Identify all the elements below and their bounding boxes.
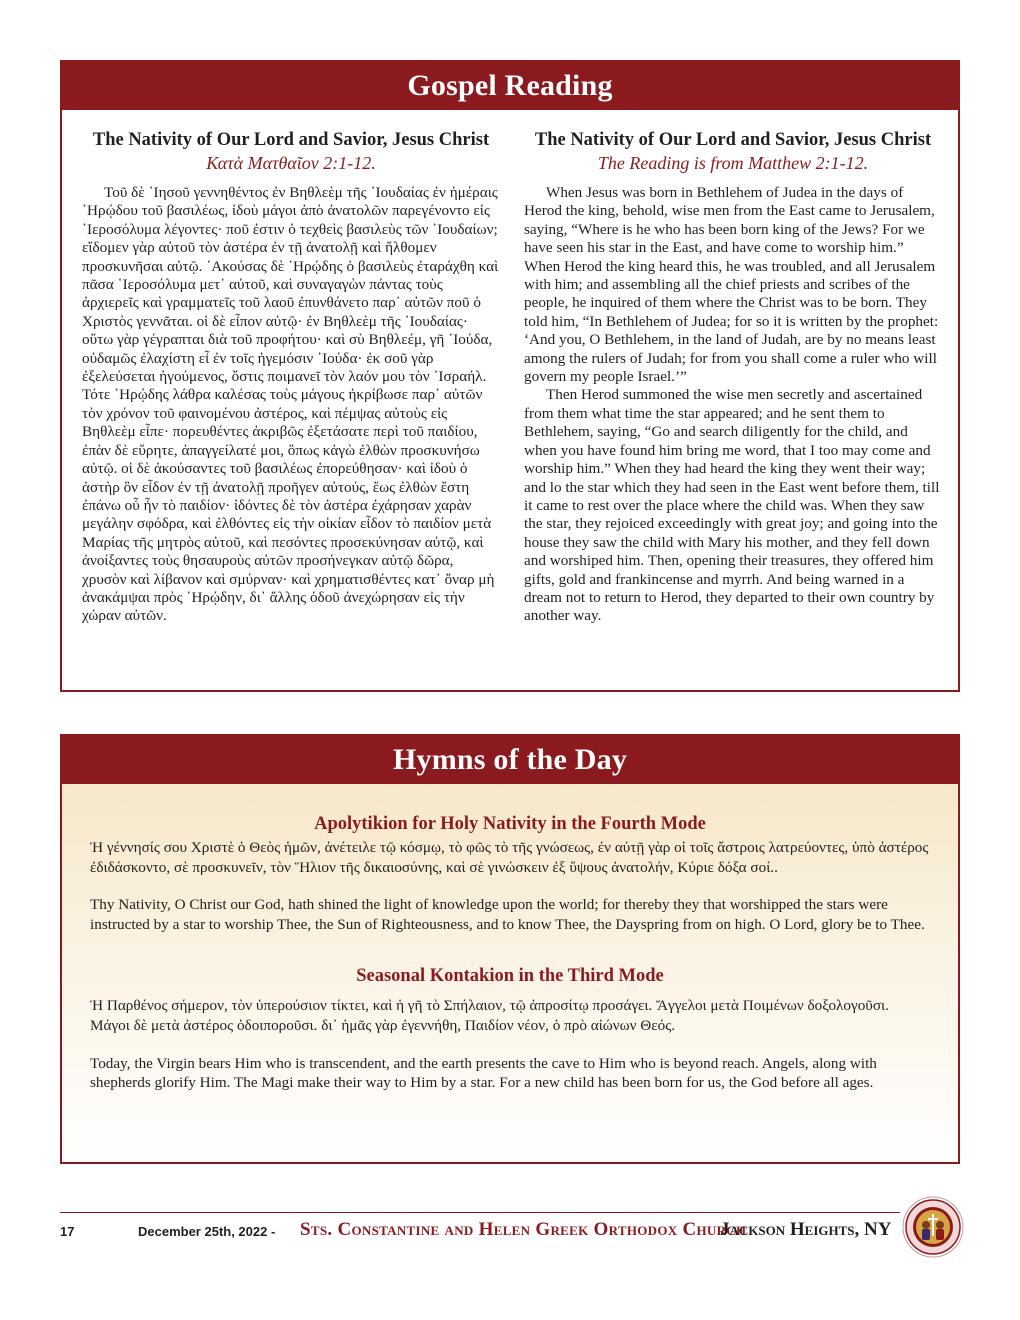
gospel-greek-title: The Nativity of Our Lord and Savior, Jesus Christ: [92, 130, 490, 150]
gospel-greek-reference: Κατὰ Ματθαῖον 2:1-12.: [206, 153, 376, 173]
church-seal-icon: [902, 1196, 964, 1258]
section-header-hymns: Hymns of the Day: [62, 736, 958, 784]
gospel-reading-section: [60, 60, 960, 692]
gospel-english-column: [524, 128, 942, 626]
gospel-english-reference: The Reading is from Matthew 2:1-12.: [597, 153, 869, 173]
apolytikion-english-text: Thy Nativity, O Christ our God, hath shined the light of knowledge upon the world; for thereby they that worshipped the stars were instructed by a star to worship Thee, the Sun of Righteousness, and to know Thee, the Dayspring from on high. O Lord, glory be to Thee.: [90, 896, 925, 933]
gospel-english-title: The Nativity of Our Lord and Savior, Jesus Christ: [534, 130, 932, 150]
hymns-section: [60, 734, 960, 1164]
footer-divider: [60, 1212, 900, 1213]
kontakion-english-text: Today, the Virgin bears Him who is transcendent, and the earth presents the cave to Him who is beyond reach. Angels, along with shepherds glorify Him. The Magi make their way to Him by a star. For a new child has been born for us, the God before all ages.: [90, 1054, 877, 1092]
church-seal-logo: [902, 1196, 964, 1258]
footer-church-name: Sts. Constantine and Helen Greek Orthodox Church: [300, 1219, 747, 1240]
kontakion-title: Seasonal Kontakion in the Third Mode: [356, 966, 664, 987]
gospel-english-paragraph: When Jesus was born in Bethlehem of Judea in the days of Herod the king, behold, wise men from the East came to Jerusalem, saying, “Where is he who has been born king of the Jews? For we have seen his star in the East, and have come to worship him.” When Herod the king heard this, he was troubled, and all Jerusalem with him; and assembling all the chief priests and scribes of the people, he inquired of them where the Christ was to be born. They told him, “In Bethlehem of Judea; for so it is written by the prophet: ‘And you, O Bethlehem, in the land of Judah, are by no means least among the rulers of Judah; for from you shall come a ruler who will govern my people Israel.’”: [524, 184, 939, 386]
footer-location: Jackson Heights, NY: [720, 1219, 892, 1240]
kontakion-greek-text: Ἡ Παρθένος σήμερον, τὸν ὑπερούσιον τίκτει, καὶ ἡ γῆ τὸ Σπήλαιον, τῷ ἀπροσίτῳ προσάγει. Ἄγγελοι μετὰ Ποιμένων δοξολογοῦσι. Μάγοι δὲ μετὰ ἀστέρος ὁδοιποροῦσι. δι᾿ ἡμᾶς γὰρ ἐγεννήθη, Παιδίον νέον, ὁ πρὸ αἰώνων Θεός.: [90, 997, 889, 1034]
footer-date: December 25th, 2022 -: [138, 1224, 276, 1239]
gospel-greek-text: [82, 184, 500, 626]
page-number: 17: [60, 1224, 75, 1239]
gospel-english-paragraph: Then Herod summoned the wise men secretly and ascertained from them what time the star appeared; and he sent them to Bethlehem, saying, “Go and search diligently for the child, and when you have found him bring me word, that I too may come and worship him.” When they had heard the king they went their way; and lo the star which they had seen in the East went before them, till it came to rest over the place where the child was. When they saw the star, they rejoiced exceedingly with great joy; and going into the house they saw the child with Mary his mother, and they fell down and worshiped him. Then, opening their treasures, they offered him gifts, gold and frankincense and myrrh. And being warned in a dream not to return to Herod, they departed to their own country by another way.: [524, 386, 940, 625]
section-header-gospel: Gospel Reading: [62, 62, 958, 110]
apolytikion-block: [62, 812, 958, 934]
kontakion-block: [62, 964, 958, 1092]
gospel-greek-column: [82, 128, 500, 626]
gospel-greek-paragraph: Τοῦ δὲ ᾿Ιησοῦ γεννηθέντος ἐν Βηθλεὲμ τῆς ᾿Ιουδαίας ἐν ἡμέραις ῾Ηρῴδου τοῦ βασιλέως, ἰδοὺ μάγοι ἀπὸ ἀνατολῶν παρεγένοντο εἰς ῾Ιεροσόλυμα λέγοντες· ποῦ ἐστιν ὁ τεχθεὶς βασιλεὺς τῶν ᾿Ιουδαίων; εἴδομεν γὰρ αὐτοῦ τὸν ἀστέρα ἐν τῇ ἀνατολῇ καὶ ἤλθομεν προσκυνῆσαι αὐτῷ. ᾿Ακούσας δὲ ῾Ηρῴδης ὁ βασιλεὺς ἐταράχθη καὶ πᾶσα ῾Ιεροσόλυμα μετ᾿ αὐτοῦ, καὶ συναγαγὼν πάντας τοὺς ἀρχιερεῖς καὶ γραμματεῖς τοῦ λαοῦ ἐπυνθάνετο παρ᾿ αὐτῶν ποῦ ὁ Χριστὸς γεννᾶται. οἱ δὲ εἶπον αὐτῷ· ἐν Βηθλεὲμ τῆς ᾿Ιουδαίας· οὕτω γὰρ γέγραπται διὰ τοῦ προφήτου· καὶ σὺ Βηθλεέμ, γῆ ᾿Ιούδα, οὐδαμῶς ἐλαχίστη εἶ ἐν τοῖς ἡγεμόσιν ᾿Ιούδα· ἐκ σοῦ γὰρ ἐξελεύσεται ἡγούμενος, ὅστις ποιμανεῖ τὸν λαόν μου τὸν ᾿Ισραήλ. Τότε ῾Ηρῴδης λάθρα καλέσας τοὺς μάγους ἠκρίβωσε παρ᾿ αὐτῶν τὸν χρόνον τοῦ φαινομένου ἀστέρος, καὶ πέμψας αὐτοὺς εἰς Βηθλεὲμ εἶπε· πορευθέντες ἀκριβῶς ἐξετάσατε περὶ τοῦ παιδίου, ἐπὰν δὲ εὕρητε, ἀπαγγείλατέ μοι, ὅπως κἀγὼ ἐλθὼν προσκυνήσω αὐτῷ. οἱ δὲ ἀκούσαντες τοῦ βασιλέως ἐπορεύθησαν· καὶ ἰδοὺ ὁ ἀστὴρ ὃν εἶδον ἐν τῇ ἀνατολῇ προῆγεν αὐτούς, ἕως ἐλθὼν ἔστη ἐπάνω οὗ ἦν τὸ παιδίον· ἰδόντες δὲ τὸν ἀστέρα ἐχάρησαν χαρὰν μεγάλην σφόδρα, καὶ ἐλθόντες εἰς τὴν οἰκίαν εἶδον τὸ παιδίον μετὰ Μαρίας τῆς μητρὸς αὐτοῦ, καὶ πεσόντες προσεκύνησαν αὐτῷ, καὶ ἀνοίξαντες τοὺς θησαυροὺς αὐτῶν προσήνεγκαν αὐτῷ δῶρα, χρυσὸν καὶ λίβανον καὶ σμύρναν· καὶ χρηματισθέντες κατ᾿ ὄναρ μὴ ἀνακάμψαι πρὸς ῾Ηρῴδην, δι᾿ ἄλλης ὁδοῦ ἀνεχώρησαν εἰς τὴν χώραν αὐτῶν.: [82, 184, 499, 625]
apolytikion-greek-text: Ἡ γέννησίς σου Χριστὲ ὁ Θεὸς ἡμῶν, ἀνέτειλε τῷ κόσμῳ, τὸ φῶς τὸ τῆς γνώσεως, ἐν αὐτῇ γὰρ οἱ τοῖς ἄστροις λατρεύοντες, ὑπὸ ἀστέρος ἐδιδάσκοντο, σὲ προσκυνεῖν, τὸν Ἥλιον τῆς δικαιοσύνης, καὶ σὲ γινώσκειν ἐξ ὕψους ἀνατολήν, Κύριε δόξα σοί..: [90, 839, 929, 876]
apolytikion-title: Apolytikion for Holy Nativity in the Fourth Mode: [314, 814, 706, 834]
gospel-english-text: [524, 184, 942, 626]
